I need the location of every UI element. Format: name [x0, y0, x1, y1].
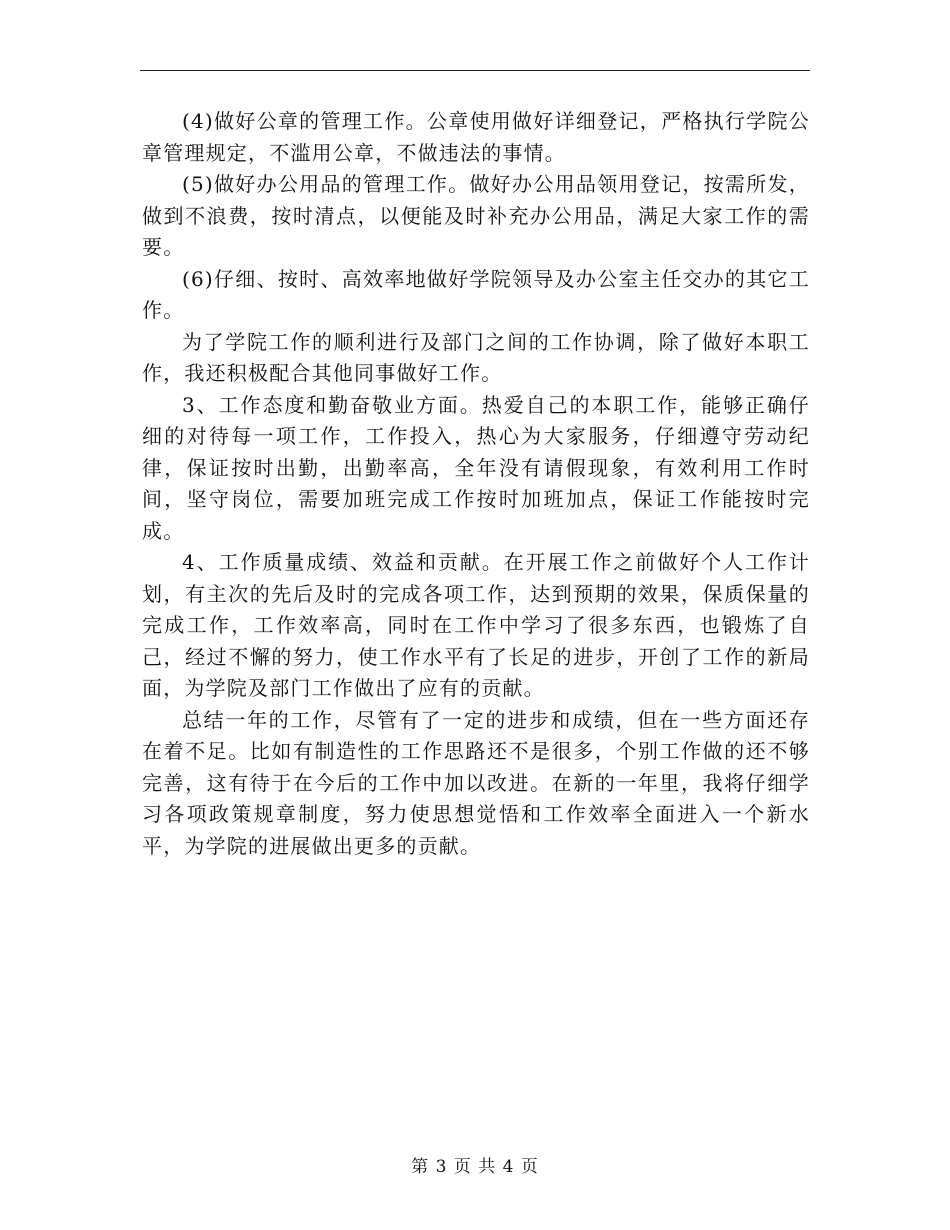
document-body: [142, 106, 810, 862]
page-number: 第 3 页 共 4 页: [411, 1157, 539, 1177]
paragraph-item-5: (5)做好办公用品的管理工作。做好办公用品领用登记，按需所发，做到不浪费，按时清点，以便能及时补充办公用品，满足大家工作的需要。: [142, 172, 810, 259]
paragraph-work-quality: 4、工作质量成绩、效益和贡献。在开展工作之前做好个人工作计划，有主次的先后及时的完成各项工作，达到预期的效果，保质保量的完成工作，工作效率高，同时在工作中学习了很多东西，也锻炼了自己，经过不懈的努力，使工作水平有了长足的进步，开创了工作的新局面，为学院及部门工作做出了应有的贡献。: [142, 550, 810, 700]
header-rule: [140, 70, 810, 71]
paragraph-coordination: 为了学院工作的顺利进行及部门之间的工作协调，除了做好本职工作，我还积极配合其他同事做好工作。: [142, 329, 810, 385]
paragraph-item-4: (4)做好公章的管理工作。公章使用做好详细登记，严格执行学院公章管理规定，不滥用公章，不做违法的事情。: [142, 109, 810, 165]
paragraph-item-6: (6)仔细、按时、高效率地做好学院领导及办公室主任交办的其它工作。: [142, 266, 810, 322]
paragraph-work-attitude: 3、工作态度和勤奋敬业方面。热爱自己的本职工作，能够正确仔细的对待每一项工作，工作投入，热心为大家服务，仔细遵守劳动纪律，保证按时出勤，出勤率高，全年没有请假现象，有效利用工作时间，坚守岗位，需要加班完成工作按时加班加点，保证工作能按时完成。: [142, 392, 810, 543]
paragraph-summary: 总结一年的工作，尽管有了一定的进步和成绩，但在一些方面还存在着不足。比如有制造性的工作思路还不是很多，个别工作做的还不够完善，这有待于在今后的工作中加以改进。在新的一年里，我将仔细学习各项政策规章制度，努力使思想觉悟和工作效率全面进入一个新水平，为学院的进展做出更多的贡献。: [142, 707, 810, 858]
